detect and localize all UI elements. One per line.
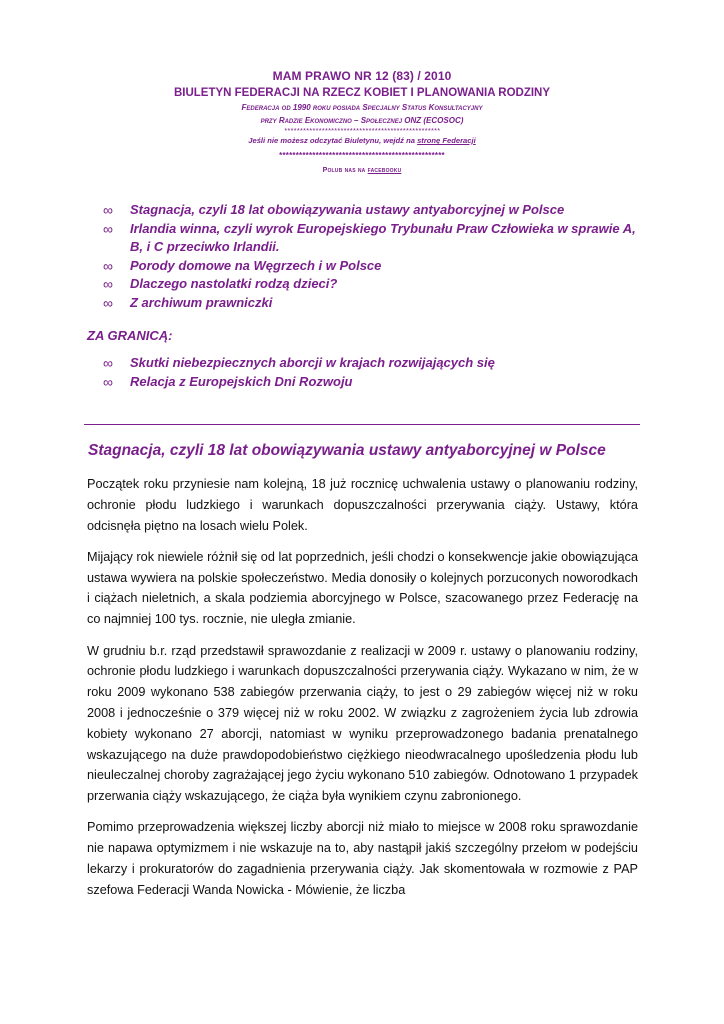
abroad-section-heading: ZA GRANICĄ: [87, 328, 173, 343]
issue-title: MAM PRAWO NR 12 (83) / 2010 [272, 69, 452, 83]
infinity-bullet-icon: ∞ [103, 276, 113, 292]
infinity-bullet-icon: ∞ [103, 220, 113, 237]
section-divider [84, 424, 640, 425]
status-line-2: przy Radzie Ekonomiczno – Społecznej ONZ (ECOSOC) [260, 116, 464, 125]
website-note-text: Jeśli nie możesz odczytać Biuletynu, wejdź na [248, 136, 418, 145]
toc-item-label: Irlandia winna, czyli wyrok Europejskiego Trybunału Praw Człowieka w sprawie A, B, i C przeciwko Irlandii. [130, 220, 636, 254]
website-note [84, 135, 640, 147]
stars-divider: ************************************************** [284, 126, 440, 135]
infinity-bullet-icon: ∞ [103, 373, 113, 390]
toc-item[interactable] [103, 373, 643, 392]
article-title: Stagnacja, czyli 18 lat obowiązywania ustawy antyaborcyjnej w Polsce [88, 442, 606, 459]
toc-item[interactable] [103, 220, 643, 257]
toc-item-label: Relacja z Europejskich Dni Rozwoju [130, 373, 353, 389]
toc-item-label: Porody domowe na Węgrzech i w Polsce [130, 257, 382, 273]
infinity-bullet-icon: ∞ [103, 294, 113, 311]
article-paragraph: Początek roku przyniesie nam kolejną, 18 już rocznicę uchwalenia ustawy o planowaniu rodziny, ochronie płodu ludzkiego i warunkach dopuszczalności przerywania ciąży. Ustawy, która odcisnęła piętno na losach wielu Polek. [87, 477, 638, 533]
toc-item[interactable] [103, 294, 643, 313]
toc-item[interactable] [103, 275, 643, 294]
federation-website-link[interactable]: stronę Federacji [417, 136, 476, 145]
toc-item[interactable] [103, 201, 643, 220]
toc-item-label: Dlaczego nastolatki rodzą dzieci? [130, 276, 338, 291]
infinity-bullet-icon: ∞ [103, 355, 113, 371]
toc-item[interactable] [103, 257, 643, 276]
abroad-contents [103, 354, 643, 391]
article-paragraph: Pomimo przeprowadzenia większej liczby aborcji niż miało to miejsce w 2008 roku sprawozdanie nie napawa optymizmem i nie wskazuje na to, aby nastąpił jakiś szczególny przełom w podejściu lekarzy i prokuratorów do zagadnienia przerywania ciąży. Jak skomentowała w rozmowie z PAP szefowa Federacji Wanda Nowicka - Mówienie, że liczba [87, 820, 638, 897]
status-line-1: Federacja od 1990 roku posiada Specjalny Status Konsultacyjny [241, 103, 483, 112]
bulletin-subtitle: BIULETYN FEDERACJI NA RZECZ KOBIET I PLANOWANIA RODZINY [173, 87, 551, 99]
article-paragraph: W grudniu b.r. rząd przedstawił sprawozdanie z realizacji w 2009 r. ustawy o planowaniu rodziny, ochronie płodu ludzkiego i warunkach dopuszczalności przerywania ciąży. Wykazano w nim, że w roku 2009 wykonano 538 zabiegów przerwania ciąży, to jest o 29 zabiegów więcej niż w roku 2008 i jednocześnie o 379 więcej niż w roku 2002. W związku z zagrożeniem życia lub zdrowia kobiety wykonano 27 aborcji, natomiast w wyniku przeprowadzonego badania prenatalnego wskazującego na duże prawdopodobieństwo ciężkiego nieodwracalnego upośledzenia płodu lub nieuleczalnej choroby zagrażającej jego życiu wykonano 510 zabiegów. Odnotowano 1 przypadek przerwania ciąży wskazującego, że ciąża była wynikiem czynu zabronionego. [87, 643, 638, 804]
toc-item-label: Stagnacja, czyli 18 lat obowiązywania ustawy antyaborcyjnej w Polsce [130, 202, 565, 217]
article-paragraph: Mijający rok niewiele różnił się od lat poprzednich, jeśli chodzi o konsekwencje jakie obowiązująca ustawa wywiera na polskie społeczeństwo. Media donosiły o kolejnych porzuconych noworodkach i ciążach nieletnich, a skala podziemia aborcyjnego w Polsce, szacowanego przez Federację na co najmniej 100 tys. rocznie, nie uległa zmianie. [87, 549, 638, 627]
facebook-note-text: Polub nas na [322, 167, 368, 174]
infinity-bullet-icon: ∞ [103, 202, 113, 218]
infinity-bullet-icon: ∞ [103, 257, 113, 274]
toc-item-label: Z archiwum prawniczki [130, 294, 273, 310]
toc-item-label: Skutki niebezpiecznych aborcji w krajach rozwijających się [130, 355, 495, 370]
facebook-link[interactable]: facebooku [367, 167, 402, 174]
article-body [87, 474, 638, 911]
stars-divider-2: ************************************************** [279, 151, 445, 160]
bulletin-header [84, 68, 640, 177]
toc-item[interactable] [103, 354, 643, 373]
facebook-note [84, 165, 640, 177]
table-of-contents [103, 201, 643, 312]
